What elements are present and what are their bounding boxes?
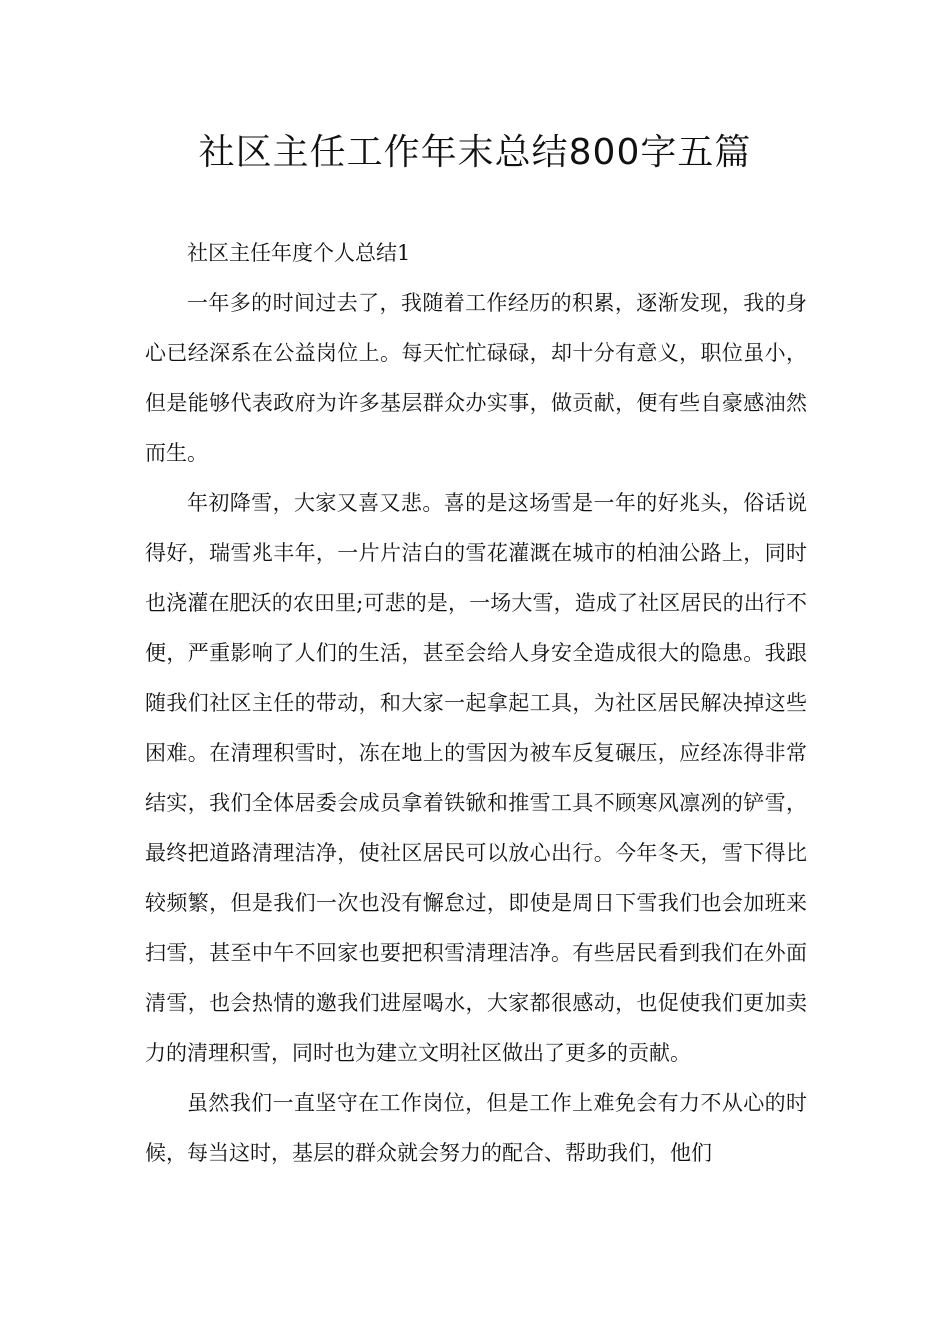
document-title: 社区主任工作年末总结800字五篇 xyxy=(198,132,752,173)
document-body xyxy=(145,228,807,1178)
paragraph: 年初降雪，大家又喜又悲。喜的是这场雪是一年的好兆头，俗话说得好，瑞雪兆丰年，一片片洁白的雪花灌溉在城市的柏油公路上，同时也浇灌在肥沃的农田里;可悲的是，一场大雪，造成了社区居民的出行不便，严重影响了人们的生活，甚至会给人身安全造成很大的隐患。我跟随我们社区主任的带动，和大家一起拿起工具，为社区居民解决掉这些困难。在清理积雪时，冻在地上的雪因为被车反复碾压，应经冻得非常结实，我们全体居委会成员拿着铁锨和推雪工具不顾寒风凛冽的铲雪，最终把道路清理洁净，使社区居民可以放心出行。今年冬天，雪下得比较频繁，但是我们一次也没有懈怠过，即使是周日下雪我们也会加班来扫雪，甚至中午不回家也要把积雪清理洁净。有些居民看到我们在外面清雪，也会热情的邀我们进屋喝水，大家都很感动，也促使我们更加卖力的清理积雪，同时也为建立文明社区做出了更多的贡献。 xyxy=(145,491,807,1065)
paragraph: 一年多的时间过去了，我随着工作经历的积累，逐渐发现，我的身心已经深系在公益岗位上。每天忙忙碌碌，却十分有意义，职位虽小，但是能够代表政府为许多基层群众办实事，做贡献，便有些自豪感油然而生。 xyxy=(145,291,807,465)
paragraph: 虽然我们一直坚守在工作岗位，但是工作上难免会有力不从心的时候，每当这时，基层的群众就会努力的配合、帮助我们，他们 xyxy=(145,1091,807,1165)
section-heading: 社区主任年度个人总结1 xyxy=(187,241,411,265)
